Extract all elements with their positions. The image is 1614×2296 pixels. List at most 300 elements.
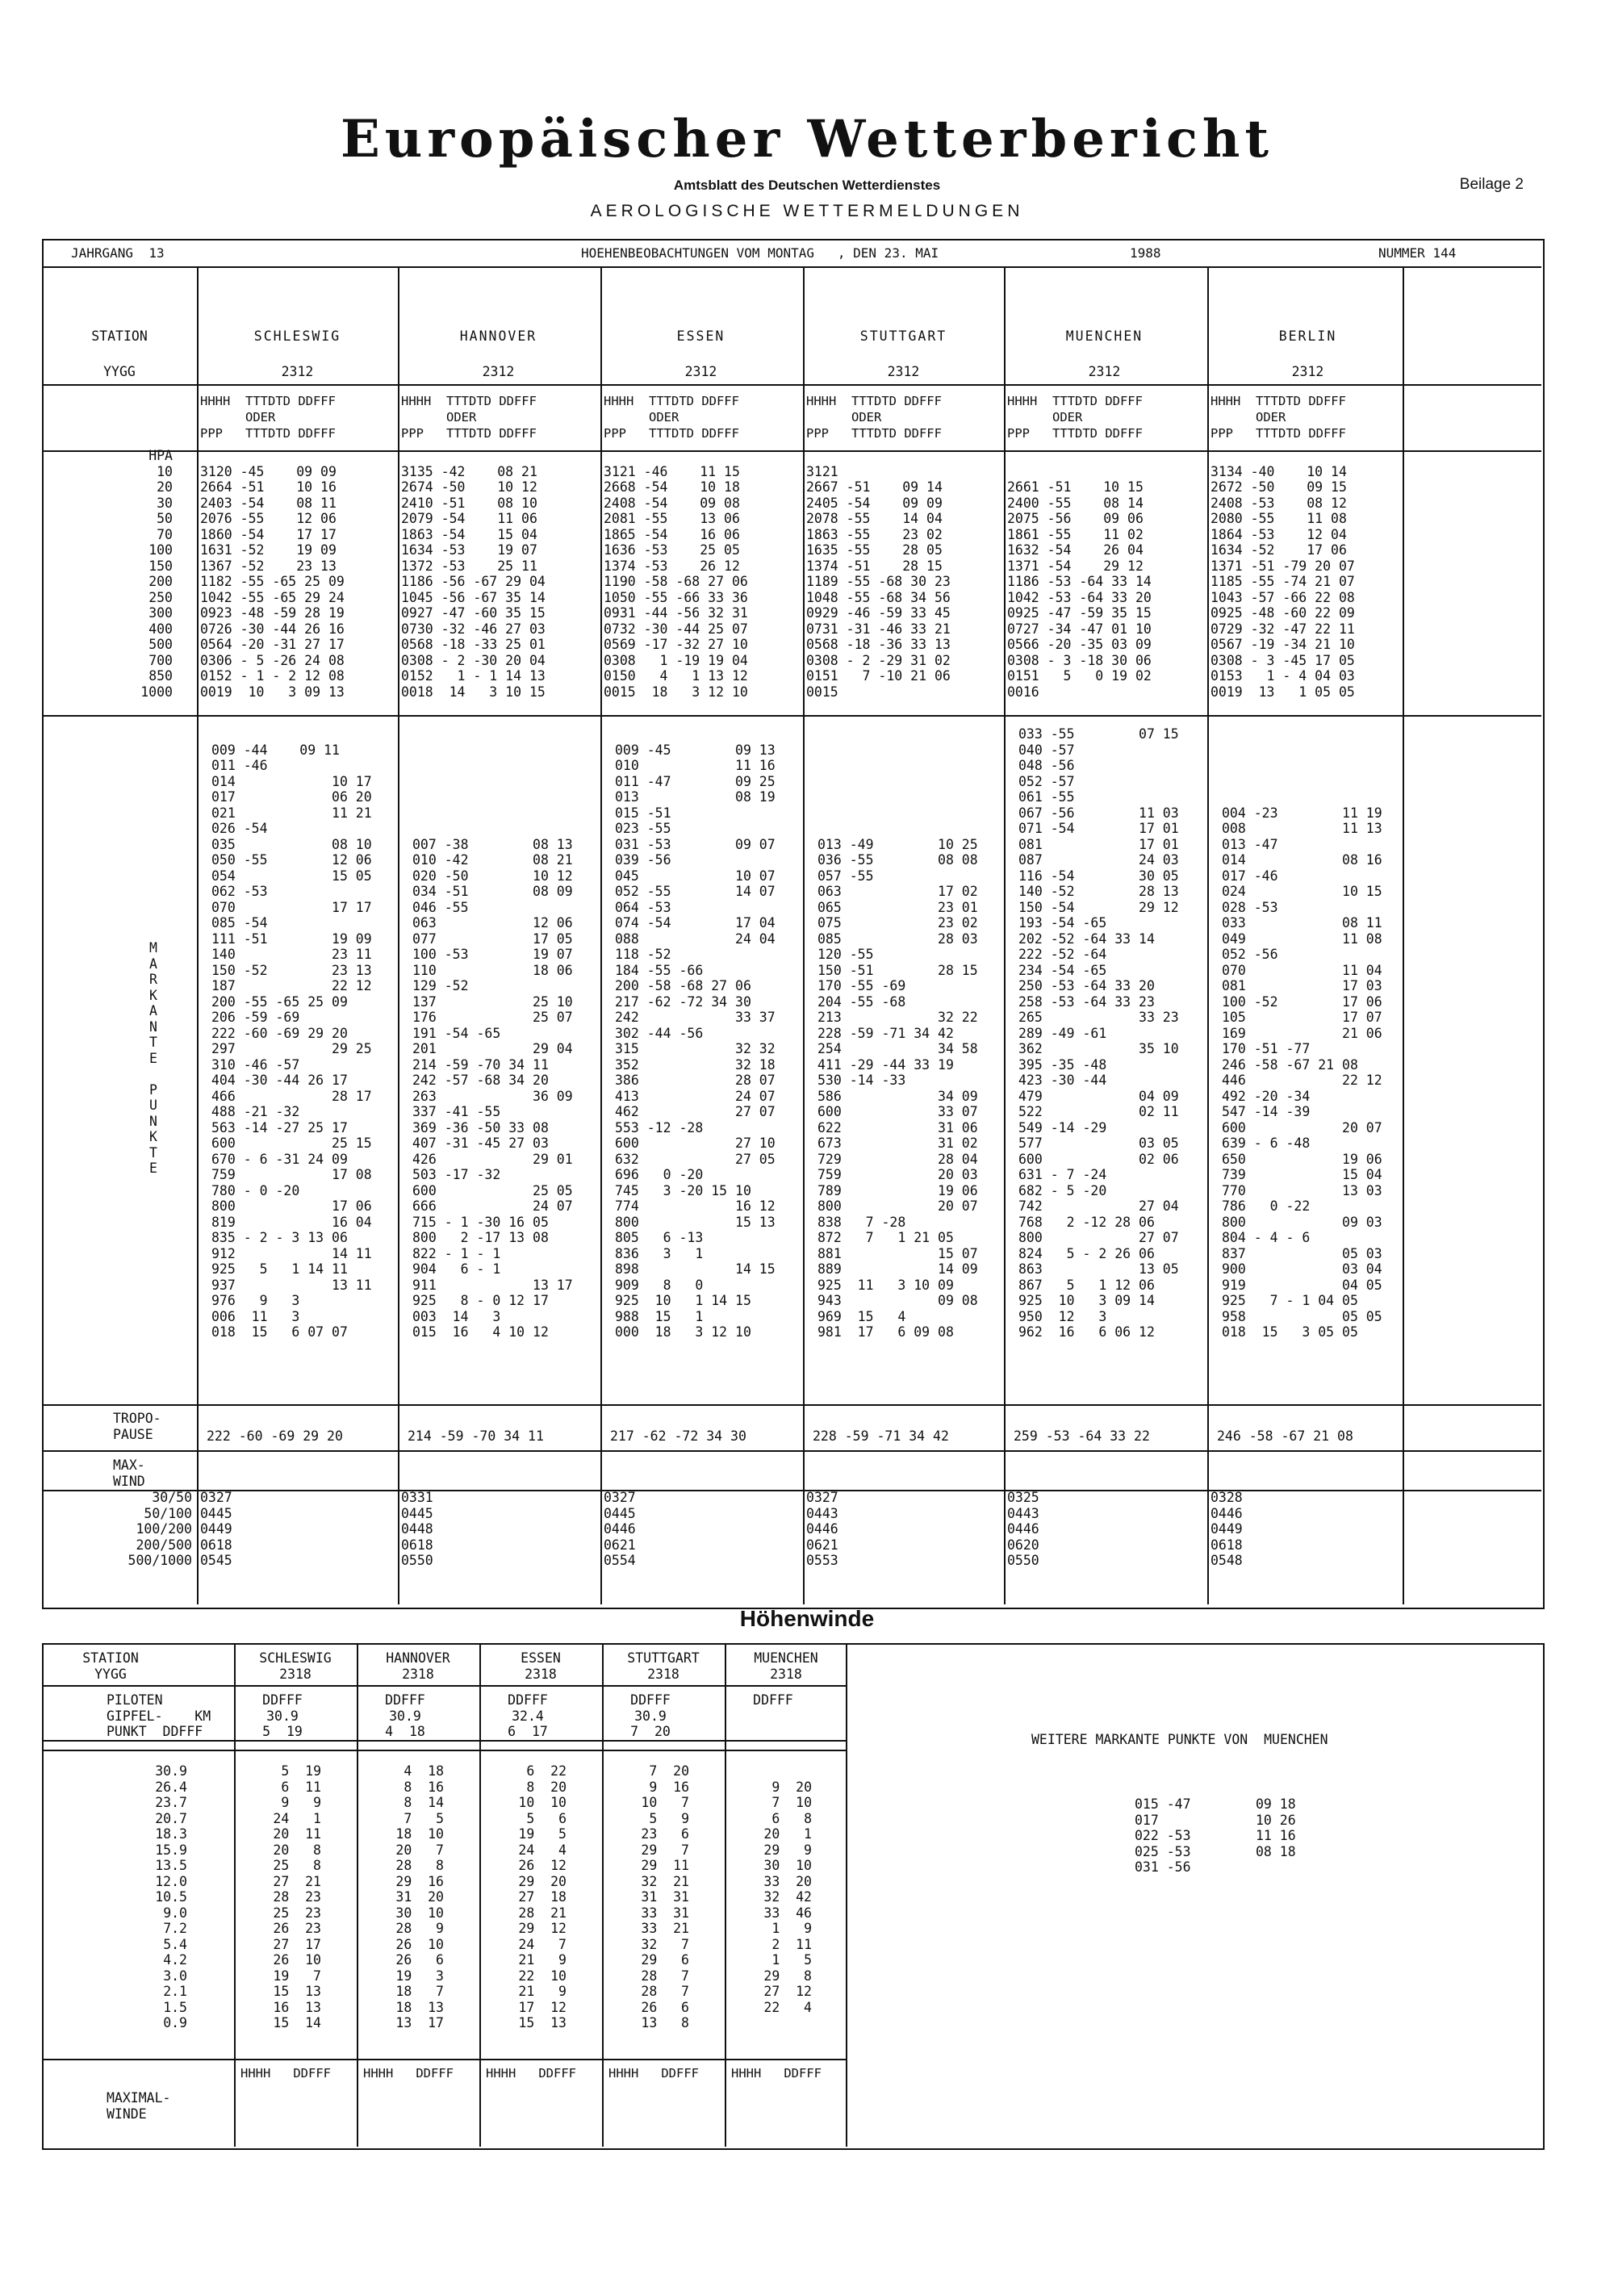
level-value: 1045 -56 -67 35 14 <box>401 589 546 605</box>
piloten-value: DDFFF <box>508 1692 548 1708</box>
significant-level: 176 25 07 <box>412 1010 573 1025</box>
station-yygg: 2318 <box>279 1667 312 1682</box>
column-header: PPP TTTDTD DDFFF <box>604 426 739 441</box>
significant-level: 048 -56 <box>1018 758 1075 773</box>
piloten-label: PILOTEN <box>107 1692 163 1708</box>
column-header: ODER <box>401 410 477 424</box>
maxwind-value: 0443 <box>1007 1505 1039 1521</box>
wind-value: 31 31 <box>641 1889 689 1905</box>
wind-value: 9 20 <box>771 1779 812 1795</box>
significant-level: 036 -55 08 08 <box>817 852 978 868</box>
significant-level: 838 7 -28 <box>817 1214 906 1230</box>
significant-level: 118 -52 <box>615 947 671 962</box>
level-value: 0153 1 - 4 04 03 <box>1210 668 1355 684</box>
significant-level: 446 22 12 <box>1222 1073 1382 1088</box>
piloten-value: DDFFF <box>630 1692 671 1708</box>
station-yygg: 2318 <box>525 1667 557 1682</box>
wind-value: 20 11 <box>273 1826 321 1842</box>
wind-value: 27 21 <box>273 1873 321 1889</box>
level-value: 2403 -54 08 11 <box>200 495 337 511</box>
wind-value: 32 7 <box>641 1936 689 1952</box>
wind-value: 26 6 <box>641 1999 689 2015</box>
significant-level: 780 - 0 -20 <box>211 1182 300 1198</box>
grid-line-v <box>1403 266 1404 1604</box>
level-value: 1863 -55 23 02 <box>806 526 943 542</box>
significant-level: 202 -52 -64 33 14 <box>1018 931 1155 947</box>
wind-value: 9 9 <box>281 1795 321 1810</box>
wind-value: 8 14 <box>404 1795 444 1810</box>
wind-value: 22 10 <box>518 1968 567 1984</box>
piloten-value: DDFFF <box>753 1692 793 1708</box>
maxwind-value: 0445 <box>401 1505 433 1521</box>
level-value: 2075 -56 09 06 <box>1007 511 1144 526</box>
markante-label-char: P <box>149 1081 157 1098</box>
pressure-level: 250 <box>148 589 173 605</box>
significant-level: 925 8 - 0 12 17 <box>412 1293 549 1308</box>
wind-value: 31 20 <box>395 1889 444 1905</box>
level-value: 0925 -48 -60 22 09 <box>1210 605 1355 621</box>
height-km: 0.9 <box>163 2015 187 2030</box>
significant-level: 217 -62 -72 34 30 <box>615 993 751 1010</box>
wind-value: 9 16 <box>649 1779 689 1795</box>
significant-level: 100 -52 17 06 <box>1222 993 1382 1010</box>
piloten-value: 6 17 <box>508 1724 548 1739</box>
significant-level: 488 -21 -32 <box>211 1104 300 1119</box>
wind-value: 33 20 <box>763 1873 812 1889</box>
wind-value: 15 14 <box>273 2015 321 2030</box>
significant-level: 969 15 4 <box>817 1308 906 1324</box>
significant-level: 067 -56 11 03 <box>1018 805 1179 821</box>
level-value: 0150 4 1 13 12 <box>604 668 748 684</box>
section-heading: AEROLOGISCHE WETTERMELDUNGEN <box>590 202 1024 220</box>
significant-level: 222 -60 -69 29 20 <box>211 1025 348 1041</box>
significant-level: 600 20 07 <box>1222 1119 1382 1135</box>
significant-level: 310 -46 -57 <box>211 1056 300 1073</box>
wind-value: 10 10 <box>518 1795 567 1810</box>
level-value: 1182 -55 -65 25 09 <box>200 574 345 589</box>
maxwind-value: 0554 <box>604 1553 636 1568</box>
level-value: 0015 <box>806 684 838 700</box>
station-name: SCHLESWIG <box>259 1650 332 1666</box>
column-header: PPP TTTDTD DDFFF <box>1210 426 1346 441</box>
wind-value: 29 7 <box>641 1842 689 1858</box>
significant-level: 170 -51 -77 <box>1222 1041 1311 1056</box>
level-value: 0927 -47 -60 35 15 <box>401 605 546 621</box>
column-header: PPP TTTDTD DDFFF <box>401 426 537 441</box>
subtitle: Amtsblatt des Deutschen Wetterdienstes <box>673 178 941 193</box>
significant-level: 315 32 32 <box>615 1041 776 1056</box>
maxwind-value: 0618 <box>1210 1537 1243 1553</box>
wind-value: 2 11 <box>771 1936 812 1952</box>
level-value: 0929 -46 -59 33 45 <box>806 605 951 621</box>
wind-value: 26 10 <box>395 1936 444 1952</box>
weitere-level: 022 -53 <box>1135 1828 1191 1843</box>
level-value: 2400 -55 08 14 <box>1007 495 1144 511</box>
wind-value: 30 10 <box>763 1858 812 1873</box>
level-value: 1635 -55 28 05 <box>806 542 943 558</box>
level-value: 0152 - 1 - 2 12 08 <box>200 668 345 684</box>
level-value: 2672 -50 09 15 <box>1210 479 1347 495</box>
significant-level: 214 -59 -70 34 11 <box>412 1056 549 1073</box>
piloten-value: 30.9 <box>266 1708 299 1724</box>
significant-level: 206 -59 -69 <box>211 1010 300 1025</box>
level-value: 2081 -55 13 06 <box>604 511 740 526</box>
wind-value: 13 8 <box>641 2015 689 2030</box>
significant-level: 050 -55 12 06 <box>211 852 372 868</box>
significant-level: 925 5 1 14 11 <box>211 1261 348 1277</box>
year: 1988 <box>1130 245 1161 261</box>
level-value: 1636 -53 25 05 <box>604 542 740 558</box>
maxwind-value: 0445 <box>604 1505 636 1521</box>
grid-line-h <box>42 1490 1541 1491</box>
significant-level: 033 -55 07 15 <box>1018 726 1179 742</box>
significant-level: 739 15 04 <box>1222 1167 1382 1182</box>
piloten-value: DDFFF <box>262 1692 303 1708</box>
significant-level: 081 17 01 <box>1018 836 1179 852</box>
level-value: 1374 -51 28 15 <box>806 558 943 574</box>
wind-value: 5 9 <box>649 1810 689 1826</box>
significant-level: 837 05 03 <box>1222 1245 1382 1261</box>
significant-level: 413 24 07 <box>615 1088 776 1104</box>
station-name: ESSEN <box>521 1650 561 1666</box>
markante-label-char: A <box>149 1003 157 1018</box>
significant-level: 462 27 07 <box>615 1104 776 1119</box>
significant-level: 805 6 -13 <box>615 1230 704 1245</box>
significant-level: 563 -14 -27 25 17 <box>211 1119 348 1135</box>
pressure-level: 70 <box>157 526 173 542</box>
tropopause-value: 222 -60 -69 29 20 <box>207 1428 343 1444</box>
wind-value: 25 8 <box>273 1858 321 1873</box>
significant-level: 466 28 17 <box>211 1088 372 1104</box>
maxwind-range: 100/200 <box>136 1521 192 1537</box>
significant-level: 063 12 06 <box>412 915 573 931</box>
significant-level: 017 06 20 <box>211 789 372 805</box>
height-km: 2.1 <box>163 1984 187 1999</box>
level-value: 0925 -47 -59 35 15 <box>1007 605 1152 621</box>
significant-level: 150 -52 23 13 <box>211 962 372 978</box>
maxwind-range: 500/1000 <box>128 1553 192 1568</box>
level-value: 0018 14 3 10 15 <box>401 684 546 700</box>
supplement-label: Beilage 2 <box>1459 176 1524 193</box>
station-yygg: 2312 <box>684 364 717 379</box>
station-yygg: 2318 <box>770 1667 802 1682</box>
significant-level: 800 2 -17 13 08 <box>412 1230 549 1245</box>
significant-level: 234 -54 -65 <box>1018 962 1107 978</box>
significant-level: 105 17 07 <box>1222 1010 1382 1025</box>
significant-level: 246 -58 -67 21 08 <box>1222 1056 1358 1073</box>
grid-line-h <box>42 266 1541 268</box>
significant-level: 045 10 07 <box>615 868 776 884</box>
height-km: 7.2 <box>163 1921 187 1936</box>
significant-level: 981 17 6 09 08 <box>817 1324 954 1340</box>
significant-level: 191 -54 -65 <box>412 1025 501 1041</box>
significant-level: 228 -59 -71 34 42 <box>817 1025 954 1041</box>
wind-value: 1 9 <box>771 1921 812 1936</box>
maxwind-value: 0548 <box>1210 1553 1243 1568</box>
level-value: 0568 -18 -33 25 01 <box>401 637 546 652</box>
maxwind-value: 0328 <box>1210 1490 1243 1505</box>
wind-value: 10 7 <box>641 1795 689 1810</box>
significant-level: 010 11 16 <box>615 758 776 773</box>
significant-level: 411 -29 -44 33 19 <box>817 1056 954 1073</box>
significant-level: 600 02 06 <box>1018 1151 1179 1167</box>
significant-level: 547 -14 -39 <box>1222 1104 1311 1119</box>
level-value: 1189 -55 -68 30 23 <box>806 574 951 589</box>
significant-level: 925 7 - 1 04 05 <box>1222 1293 1358 1308</box>
weitere-title: WEITERE MARKANTE PUNKTE VON MUENCHEN <box>1031 1732 1328 1747</box>
significant-level: 263 36 09 <box>412 1088 573 1104</box>
weitere-level: 031 -56 <box>1135 1859 1191 1875</box>
level-value: 0151 5 0 19 02 <box>1007 668 1152 684</box>
significant-level: 904 6 - 1 <box>412 1261 501 1277</box>
wind-value: 16 13 <box>273 1999 321 2015</box>
station-yygg: 2312 <box>887 364 920 379</box>
significant-level: 052 -57 <box>1018 773 1075 789</box>
wind-value: 27 18 <box>518 1889 567 1905</box>
tropopause-value: 214 -59 -70 34 11 <box>408 1428 544 1444</box>
station-yygg: 2312 <box>1291 364 1324 379</box>
significant-level: 900 03 04 <box>1222 1261 1382 1277</box>
wind-value: 33 31 <box>641 1905 689 1921</box>
tropopause-label: PAUSE <box>113 1426 153 1442</box>
significant-level: 289 -49 -61 <box>1018 1025 1107 1041</box>
maxwind-value: 0621 <box>806 1537 838 1553</box>
wind-value: 5 6 <box>526 1810 567 1826</box>
level-value: 2661 -51 10 15 <box>1007 479 1144 495</box>
wind-value: 18 13 <box>395 1999 444 2015</box>
level-value: 0308 1 -19 19 04 <box>604 652 748 668</box>
level-value: 0931 -44 -56 32 31 <box>604 605 748 621</box>
significant-level: 265 33 23 <box>1018 1010 1179 1025</box>
column-header: PPP TTTDTD DDFFF <box>1007 426 1143 441</box>
level-value: 0731 -31 -46 33 21 <box>806 621 951 637</box>
wind-value: 32 42 <box>763 1889 812 1905</box>
level-value: 0726 -30 -44 26 16 <box>200 621 345 637</box>
pressure-level: 300 <box>148 605 173 621</box>
height-km: 30.9 <box>155 1763 187 1779</box>
significant-level: 824 5 - 2 26 06 <box>1018 1245 1155 1261</box>
significant-level: 026 -54 <box>211 821 268 836</box>
significant-level: 492 -20 -34 <box>1222 1088 1311 1104</box>
markante-label-char: T <box>149 1144 157 1161</box>
significant-level: 000 18 3 12 10 <box>615 1324 751 1340</box>
grid-line-v <box>1207 266 1209 1604</box>
wind-value: 8 16 <box>404 1779 444 1795</box>
piloten-value: 30.9 <box>389 1708 421 1724</box>
significant-level: 150 -54 29 12 <box>1018 899 1179 915</box>
level-value: 0923 -48 -59 28 19 <box>200 605 345 621</box>
wind-value: 20 1 <box>763 1826 812 1842</box>
significant-level: 013 -47 <box>1222 836 1278 852</box>
wind-value: 27 12 <box>763 1984 812 1999</box>
level-value: 2078 -55 14 04 <box>806 511 943 526</box>
significant-level: 061 -55 <box>1018 789 1075 805</box>
column-header: PPP TTTDTD DDFFF <box>200 426 336 441</box>
level-value: 1048 -55 -68 34 56 <box>806 589 951 605</box>
piloten-label: PUNKT DDFFF <box>107 1724 203 1739</box>
maxwind-value: 0553 <box>806 1553 838 1568</box>
markante-label-char: E <box>149 1050 157 1066</box>
level-value: 3135 -42 08 21 <box>401 463 537 479</box>
significant-level: 011 -46 <box>211 758 268 773</box>
significant-level: 014 10 17 <box>211 773 372 789</box>
wind-value: 18 7 <box>395 1984 444 1999</box>
level-value: 1631 -52 19 09 <box>200 542 337 558</box>
significant-level: 200 -55 -65 25 09 <box>211 993 348 1010</box>
maxwind-value: 0448 <box>401 1521 433 1537</box>
level-value: 0016 <box>1007 684 1039 700</box>
maxwind-value: 0327 <box>806 1490 838 1505</box>
maxwind-value: 0327 <box>604 1490 636 1505</box>
wind-value: 26 6 <box>395 1952 444 1968</box>
station-label: STATION <box>82 1650 139 1666</box>
piloten-value: 7 20 <box>630 1724 671 1739</box>
level-value: 1860 -54 17 17 <box>200 526 337 542</box>
wind-value: 33 46 <box>763 1905 812 1921</box>
column-header: HHHH TTTDTD DDFFF <box>1210 394 1346 408</box>
wind-value: 6 22 <box>526 1763 567 1779</box>
significant-level: 962 16 6 06 12 <box>1018 1324 1155 1340</box>
level-value: 2664 -51 10 16 <box>200 479 337 495</box>
maxwind-value: 0545 <box>200 1553 232 1568</box>
significant-level: 800 15 13 <box>615 1214 776 1230</box>
level-value: 1186 -56 -67 29 04 <box>401 574 546 589</box>
level-value: 1186 -53 -64 33 14 <box>1007 574 1152 589</box>
significant-level: 049 11 08 <box>1222 931 1382 947</box>
significant-level: 077 17 05 <box>412 931 573 947</box>
significant-level: 015 16 4 10 12 <box>412 1324 549 1340</box>
piloten-value: 32.4 <box>512 1708 544 1724</box>
level-value: 0730 -32 -46 27 03 <box>401 621 546 637</box>
level-value: 1861 -55 11 02 <box>1007 526 1144 542</box>
level-value: 0308 - 2 -30 20 04 <box>401 652 546 668</box>
significant-level: 052 -55 14 07 <box>615 884 776 899</box>
significant-level: 063 17 02 <box>817 884 978 899</box>
significant-level: 297 29 25 <box>211 1041 372 1056</box>
significant-level: 018 15 6 07 07 <box>211 1324 348 1340</box>
wind-value: 15 13 <box>518 2015 567 2030</box>
significant-level: 033 08 11 <box>1222 915 1382 931</box>
level-value: 1371 -51 -79 20 07 <box>1210 558 1355 574</box>
significant-level: 586 34 09 <box>817 1088 978 1104</box>
significant-level: 222 -52 -64 <box>1018 947 1107 962</box>
tropopause-label: TROPO- <box>113 1411 161 1426</box>
station-name: SCHLESWIG <box>253 328 341 344</box>
wind-value: 29 8 <box>763 1968 812 1984</box>
significant-level: 976 9 3 <box>211 1293 300 1308</box>
significant-level: 836 3 1 <box>615 1245 704 1261</box>
maxwind-value: 0618 <box>200 1537 232 1553</box>
wind-value: 28 8 <box>395 1858 444 1873</box>
significant-level: 911 13 17 <box>412 1277 573 1293</box>
significant-level: 003 14 3 <box>412 1308 501 1324</box>
station-name: MUENCHEN <box>754 1650 818 1666</box>
column-header: HHHH TTTDTD DDFFF <box>806 394 942 408</box>
wind-value: 30 10 <box>395 1905 444 1921</box>
maxwind-value: 0449 <box>1210 1521 1243 1537</box>
level-value: 0727 -34 -47 01 10 <box>1007 621 1152 637</box>
height-km: 9.0 <box>163 1905 187 1921</box>
significant-level: 254 34 58 <box>817 1041 978 1056</box>
wind-value: 28 9 <box>395 1921 444 1936</box>
wind-value: 29 11 <box>641 1858 689 1873</box>
significant-level: 386 28 07 <box>615 1073 776 1088</box>
significant-level: 800 27 07 <box>1018 1230 1179 1245</box>
wind-value: 4 18 <box>404 1763 444 1779</box>
pressure-level: 850 <box>148 668 173 684</box>
maxwind-value: 0621 <box>604 1537 636 1553</box>
pressure-level: 100 <box>148 542 173 558</box>
level-value: 0566 -20 -35 03 09 <box>1007 637 1152 652</box>
maxwind-value: 0446 <box>806 1521 838 1537</box>
level-value: 0152 1 - 1 14 13 <box>401 668 546 684</box>
maximal-header: HHHH DDFFF <box>486 2066 576 2081</box>
weitere-wind: 08 18 <box>1256 1843 1296 1859</box>
column-header: ODER <box>806 410 882 424</box>
grid-line-v <box>600 266 602 1604</box>
column-header: HHHH TTTDTD DDFFF <box>604 394 739 408</box>
significant-level: 729 28 04 <box>817 1151 978 1167</box>
wind-value: 18 10 <box>395 1826 444 1842</box>
significant-level: 768 2 -12 28 06 <box>1018 1214 1155 1230</box>
column-header: ODER <box>200 410 276 424</box>
level-value: 1372 -53 25 11 <box>401 558 537 574</box>
wind-value: 28 7 <box>641 1968 689 1984</box>
level-value: 0564 -20 -31 27 17 <box>200 637 345 652</box>
level-value: 1865 -54 16 06 <box>604 526 740 542</box>
weitere-level: 017 <box>1135 1812 1159 1828</box>
significant-level: 024 10 15 <box>1222 884 1382 899</box>
station-yygg: 2312 <box>281 364 314 379</box>
level-value: 1042 -55 -65 29 24 <box>200 589 345 605</box>
wind-value: 28 21 <box>518 1905 567 1921</box>
maxwind-range: 50/100 <box>144 1505 192 1521</box>
significant-level: 116 -54 30 05 <box>1018 868 1179 884</box>
significant-level: 950 12 3 <box>1018 1308 1107 1324</box>
significant-level: 912 14 11 <box>211 1245 372 1261</box>
significant-level: 898 14 15 <box>615 1261 776 1277</box>
significant-level: 835 - 2 - 3 13 06 <box>211 1230 348 1245</box>
height-km: 1.5 <box>163 1999 187 2015</box>
significant-level: 070 11 04 <box>1222 962 1382 978</box>
wind-value: 33 21 <box>641 1921 689 1936</box>
column-header: ODER <box>1007 410 1083 424</box>
height-km: 13.5 <box>155 1858 187 1873</box>
wind-value: 15 13 <box>273 1984 321 1999</box>
significant-level: 081 17 03 <box>1222 978 1382 993</box>
significant-level: 242 33 37 <box>615 1010 776 1025</box>
markante-label-char: K <box>149 987 157 1003</box>
significant-level: 031 -53 09 07 <box>615 836 776 852</box>
significant-level: 064 -53 <box>615 899 671 915</box>
markante-label-char: N <box>149 1113 157 1129</box>
piloten-label: GIPFEL- KM <box>107 1708 211 1724</box>
significant-level: 800 20 07 <box>817 1198 978 1214</box>
significant-level: 187 22 12 <box>211 978 372 993</box>
wind-value: 26 10 <box>273 1952 321 1968</box>
wind-value: 6 11 <box>281 1779 321 1795</box>
significant-level: 639 - 6 -48 <box>1222 1135 1311 1151</box>
station-name: STUTTGART <box>627 1650 700 1666</box>
significant-level: 088 24 04 <box>615 931 776 947</box>
significant-level: 600 25 15 <box>211 1135 372 1151</box>
wind-value: 29 12 <box>518 1921 567 1936</box>
significant-level: 553 -12 -28 <box>615 1119 704 1135</box>
level-value: 1043 -57 -66 22 08 <box>1210 589 1355 605</box>
significant-level: 007 -38 08 13 <box>412 836 573 852</box>
piloten-value: 30.9 <box>634 1708 667 1724</box>
significant-level: 046 -55 <box>412 899 469 915</box>
